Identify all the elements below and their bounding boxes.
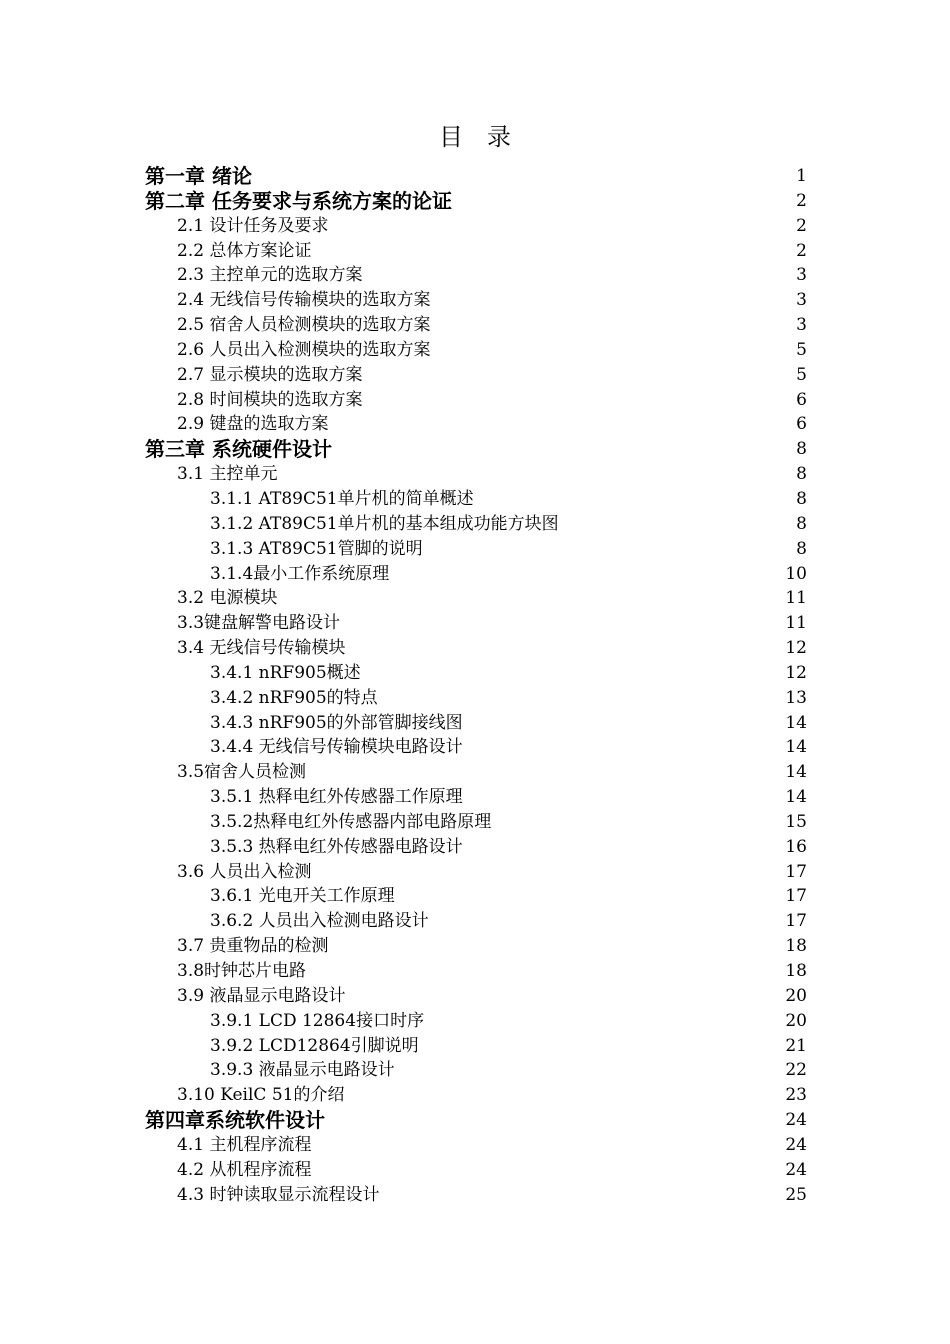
toc-entry-label: 3.6.1 光电开关工作原理 bbox=[210, 886, 395, 907]
toc-chapter[interactable] bbox=[0, 189, 950, 214]
toc-entry[interactable] bbox=[0, 487, 950, 512]
toc-entry-label: 第三章 系统硬件设计 bbox=[145, 437, 332, 462]
toc-page-number: 14 bbox=[785, 712, 807, 733]
toc-entry-label: 3.7 贵重物品的检测 bbox=[177, 936, 329, 957]
toc-entry[interactable] bbox=[0, 1034, 950, 1059]
toc-page-number: 10 bbox=[785, 563, 807, 584]
toc-entry-label: 3.5.3 热释电红外传感器电路设计 bbox=[210, 836, 463, 857]
toc-entry-label: 3.4 无线信号传输模块 bbox=[177, 638, 346, 659]
toc-page-number: 21 bbox=[785, 1035, 807, 1056]
toc-entry[interactable] bbox=[0, 686, 950, 711]
toc-page-number: 20 bbox=[785, 1010, 807, 1031]
toc-entry[interactable] bbox=[0, 959, 950, 984]
toc-page-number: 24 bbox=[785, 1134, 807, 1155]
toc-entry-label: 3.1.4最小工作系统原理 bbox=[210, 563, 390, 584]
toc-page-number: 22 bbox=[785, 1060, 807, 1081]
toc-entry[interactable] bbox=[0, 934, 950, 959]
toc-chapter[interactable] bbox=[0, 164, 950, 189]
toc-page-number: 2 bbox=[796, 215, 807, 236]
toc-entry[interactable] bbox=[0, 1158, 950, 1183]
toc-entry-label: 3.4.3 nRF905的外部管脚接线图 bbox=[210, 712, 463, 733]
toc-entry[interactable] bbox=[0, 562, 950, 587]
toc-entry-label: 3.1.1 AT89C51单片机的简单概述 bbox=[210, 488, 474, 509]
toc-entry[interactable] bbox=[0, 884, 950, 909]
toc-page-number: 3 bbox=[796, 315, 807, 336]
toc-entry-label: 4.2 从机程序流程 bbox=[177, 1159, 312, 1180]
toc-entry-label: 2.4 无线信号传输模块的选取方案 bbox=[177, 290, 431, 311]
toc-page-number: 11 bbox=[785, 613, 807, 634]
toc-entry-label: 3.5.1 热释电红外传感器工作原理 bbox=[210, 787, 463, 808]
toc-page-number: 17 bbox=[785, 861, 807, 882]
toc-entry-label: 3.1 主控单元 bbox=[177, 464, 278, 485]
toc-entry-label: 2.1 设计任务及要求 bbox=[177, 215, 329, 236]
toc-page-number: 1 bbox=[796, 166, 807, 186]
toc-entry-label: 3.5.2热释电红外传感器内部电路原理 bbox=[210, 811, 492, 832]
toc-entry[interactable] bbox=[0, 263, 950, 288]
toc-entry-label: 2.7 显示模块的选取方案 bbox=[177, 364, 363, 385]
toc-entry[interactable] bbox=[0, 860, 950, 885]
toc-page-number: 5 bbox=[796, 364, 807, 385]
toc-entry-label: 3.1.3 AT89C51管脚的说明 bbox=[210, 538, 423, 559]
toc-entry[interactable] bbox=[0, 239, 950, 264]
toc-entry-label: 2.9 键盘的选取方案 bbox=[177, 414, 329, 435]
toc-entry[interactable] bbox=[0, 412, 950, 437]
toc-entry[interactable] bbox=[0, 984, 950, 1009]
toc-page-number: 6 bbox=[796, 414, 807, 435]
toc-entry-label: 第一章 绪论 bbox=[145, 164, 252, 188]
toc-chapter[interactable] bbox=[0, 1108, 950, 1133]
toc-page-number: 20 bbox=[785, 985, 807, 1006]
toc-entry-label: 第二章 任务要求与系统方案的论证 bbox=[145, 188, 452, 213]
toc-entry-label: 2.3 主控单元的选取方案 bbox=[177, 265, 363, 286]
toc-page-number: 14 bbox=[785, 762, 807, 783]
toc-entry-label: 3.9.3 液晶显示电路设计 bbox=[210, 1060, 395, 1081]
toc-entry-label: 3.4.4 无线信号传输模块电路设计 bbox=[210, 737, 463, 758]
toc-entry-label: 2.5 宿舍人员检测模块的选取方案 bbox=[177, 315, 431, 336]
toc-title: 目 录 bbox=[439, 123, 511, 151]
toc-entry-label: 3.2 电源模块 bbox=[177, 588, 278, 609]
toc-entry-label: 3.9 液晶显示电路设计 bbox=[177, 985, 346, 1006]
toc-entry[interactable] bbox=[0, 1183, 950, 1208]
toc-entry[interactable] bbox=[0, 288, 950, 313]
toc-entry[interactable] bbox=[0, 611, 950, 636]
toc-page-number: 15 bbox=[785, 811, 807, 832]
toc-entry-label: 3.5宿舍人员检测 bbox=[177, 762, 307, 783]
toc-entry-label: 3.1.2 AT89C51单片机的基本组成功能方块图 bbox=[210, 513, 559, 534]
toc-page-number: 11 bbox=[785, 588, 807, 609]
toc-page-number: 5 bbox=[796, 339, 807, 360]
toc-page-number: 2 bbox=[796, 240, 807, 261]
toc-entry[interactable] bbox=[0, 909, 950, 934]
toc-entry[interactable] bbox=[0, 512, 950, 537]
toc-entry[interactable] bbox=[0, 313, 950, 338]
toc-entry[interactable] bbox=[0, 462, 950, 487]
toc-entry[interactable] bbox=[0, 363, 950, 388]
toc-page-number: 13 bbox=[785, 687, 807, 708]
toc-page-number: 18 bbox=[785, 936, 807, 957]
toc-entry-label: 3.9.2 LCD12864引脚说明 bbox=[210, 1035, 419, 1056]
toc-page-number: 3 bbox=[796, 290, 807, 311]
toc-entry-label: 2.2 总体方案论证 bbox=[177, 240, 312, 261]
toc-page-number: 24 bbox=[785, 1159, 807, 1180]
toc-entry[interactable] bbox=[0, 1058, 950, 1083]
toc-page-number: 17 bbox=[785, 911, 807, 932]
toc-page-number: 12 bbox=[785, 638, 807, 659]
toc-page-number: 8 bbox=[796, 464, 807, 485]
toc-page-number: 14 bbox=[785, 787, 807, 808]
toc-entry[interactable] bbox=[0, 661, 950, 686]
toc-entry-label: 3.6 人员出入检测 bbox=[177, 861, 312, 882]
toc-entry-label: 2.8 时间模块的选取方案 bbox=[177, 389, 363, 410]
toc-page-number: 24 bbox=[785, 1110, 807, 1131]
toc-page-number: 25 bbox=[785, 1184, 807, 1205]
toc-entry-label: 4.1 主机程序流程 bbox=[177, 1134, 312, 1155]
toc-page-number: 8 bbox=[796, 513, 807, 534]
toc-page-number: 18 bbox=[785, 961, 807, 981]
toc-entry[interactable] bbox=[0, 338, 950, 363]
toc-entry[interactable] bbox=[0, 1133, 950, 1158]
toc-page-number: 2 bbox=[796, 190, 807, 211]
toc-entry[interactable] bbox=[0, 636, 950, 661]
toc-chapter[interactable] bbox=[0, 437, 950, 462]
toc-page-number: 6 bbox=[796, 389, 807, 410]
toc-entry[interactable] bbox=[0, 835, 950, 860]
toc-entry-label: 3.8时钟芯片电路 bbox=[177, 961, 307, 981]
toc-entry[interactable] bbox=[0, 388, 950, 413]
toc-page-number: 8 bbox=[796, 538, 807, 559]
toc-entry[interactable] bbox=[0, 785, 950, 810]
toc-entry-label: 3.10 KeilC 51的介绍 bbox=[177, 1085, 345, 1106]
toc-page-number: 8 bbox=[796, 439, 807, 460]
toc-entry-label: 3.4.1 nRF905概述 bbox=[210, 662, 361, 683]
toc-entry[interactable] bbox=[0, 586, 950, 611]
toc-entry[interactable] bbox=[0, 537, 950, 562]
toc-page-number: 3 bbox=[796, 265, 807, 286]
toc-page-number: 16 bbox=[785, 836, 807, 857]
toc-page-number: 8 bbox=[796, 488, 807, 509]
toc-entry-label: 3.3键盘解警电路设计 bbox=[177, 613, 341, 634]
toc-entry-label: 4.3 时钟读取显示流程设计 bbox=[177, 1184, 380, 1205]
toc-list bbox=[0, 164, 950, 1207]
toc-entry[interactable] bbox=[0, 1083, 950, 1108]
toc-entry-label: 2.6 人员出入检测模块的选取方案 bbox=[177, 339, 431, 360]
toc-page-number: 12 bbox=[785, 662, 807, 683]
toc-entry-label: 3.4.2 nRF905的特点 bbox=[210, 687, 378, 708]
toc-page-number: 23 bbox=[785, 1085, 807, 1106]
toc-entry[interactable] bbox=[0, 760, 950, 785]
toc-page-number: 14 bbox=[785, 737, 807, 758]
toc-entry-label: 3.6.2 人员出入检测电路设计 bbox=[210, 911, 429, 932]
toc-entry[interactable] bbox=[0, 810, 950, 835]
toc-entry-label: 第四章系统软件设计 bbox=[145, 1108, 325, 1133]
toc-entry[interactable] bbox=[0, 735, 950, 760]
toc-entry[interactable] bbox=[0, 711, 950, 736]
toc-entry[interactable] bbox=[0, 1009, 950, 1034]
toc-entry[interactable] bbox=[0, 214, 950, 239]
toc-entry-label: 3.9.1 LCD 12864接口时序 bbox=[210, 1010, 425, 1031]
toc-page-number: 17 bbox=[785, 886, 807, 907]
